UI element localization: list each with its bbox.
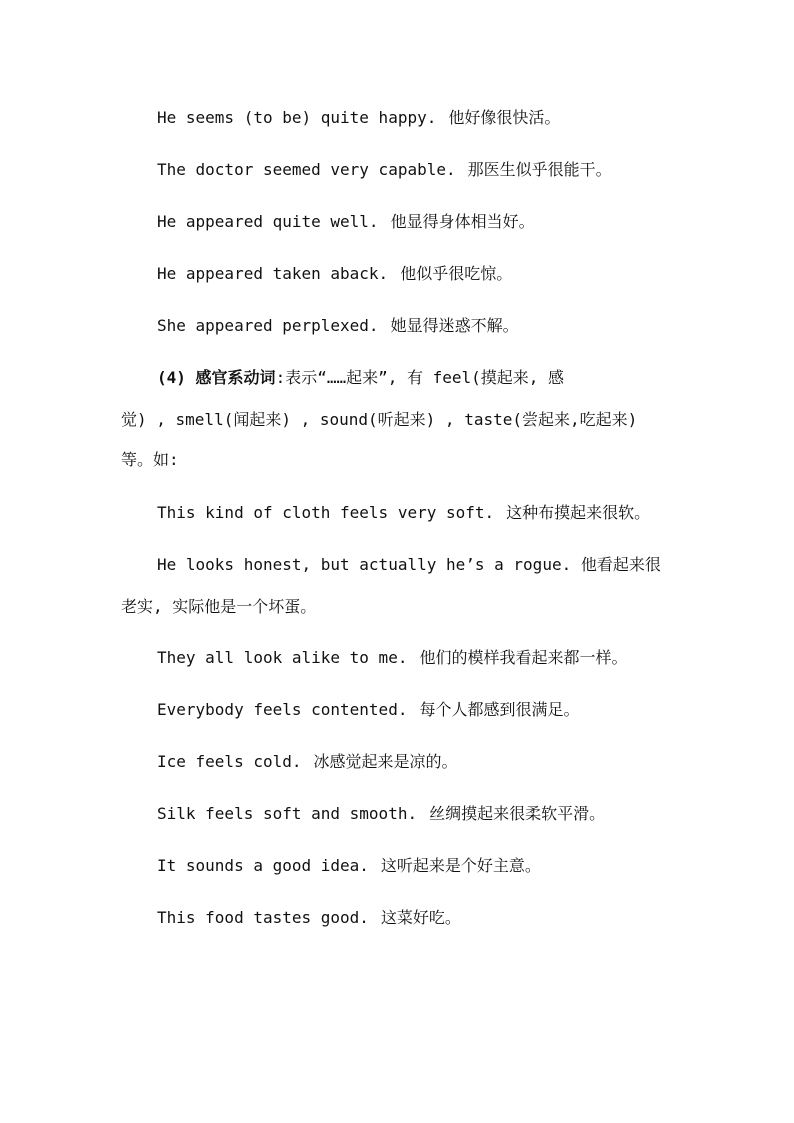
- section-4-line-2: 觉) , smell(闻起来) , sound(听起来) , taste(尝起来,吃起来): [121, 410, 638, 429]
- example-line: [157, 264, 512, 284]
- example-line: [157, 908, 461, 928]
- section-text: :表示“……起来”, 有 feel(摸起来, 感: [275, 368, 565, 387]
- example-english: This food tastes good.: [157, 908, 369, 927]
- example-chinese: 他们的模样我看起来都一样。: [419, 648, 628, 667]
- example-english: He appeared taken aback.: [157, 264, 389, 283]
- section-heading: 感官系动词: [195, 368, 276, 387]
- section-4-paragraph: [121, 368, 681, 492]
- example-line: [157, 503, 650, 523]
- example-chinese: 那医生似乎很能干。: [467, 160, 612, 179]
- example-chinese: 冰感觉起来是凉的。: [313, 752, 458, 771]
- example-english: He appeared quite well.: [157, 212, 379, 231]
- example-english: He seems (to be) quite happy.: [157, 108, 437, 127]
- example-english: She appeared perplexed.: [157, 316, 379, 335]
- rogue-example-line-1: He looks honest, but actually he’s a rogue. 他看起来很: [157, 555, 661, 574]
- example-chinese: 这菜好吃。: [380, 908, 461, 927]
- example-chinese: 他好像很快活。: [448, 108, 561, 127]
- example-line: [157, 700, 579, 720]
- section-4-line-3: 等。如:: [121, 450, 179, 469]
- example-line: [157, 108, 560, 128]
- example-line: [157, 856, 541, 876]
- example-line: [157, 212, 535, 232]
- example-chinese: 这种布摸起来很软。: [506, 503, 651, 522]
- example-english: Ice feels cold.: [157, 752, 302, 771]
- example-english: They all look alike to me.: [157, 648, 408, 667]
- example-line: [157, 804, 605, 824]
- example-english: The doctor seemed very capable.: [157, 160, 456, 179]
- example-english: This kind of cloth feels very soft.: [157, 503, 495, 522]
- section-number: (4): [157, 368, 186, 387]
- example-chinese: 她显得迷惑不解。: [390, 316, 519, 335]
- example-english: Everybody feels contented.: [157, 700, 408, 719]
- example-chinese: 丝绸摸起来很柔软平滑。: [429, 804, 606, 823]
- example-chinese: 这听起来是个好主意。: [380, 856, 541, 875]
- example-line: [157, 160, 612, 180]
- section-4-line-1: [121, 368, 681, 410]
- example-line: [157, 752, 458, 772]
- rogue-example-line-2: 老实, 实际他是一个坏蛋。: [121, 597, 317, 616]
- example-english: It sounds a good idea.: [157, 856, 369, 875]
- rogue-example: [121, 555, 681, 639]
- example-english: Silk feels soft and smooth.: [157, 804, 418, 823]
- example-line: [157, 316, 519, 336]
- example-line: [157, 648, 627, 668]
- example-chinese: 每个人都感到很满足。: [419, 700, 580, 719]
- example-chinese: 他似乎很吃惊。: [400, 264, 513, 283]
- example-chinese: 他显得身体相当好。: [390, 212, 535, 231]
